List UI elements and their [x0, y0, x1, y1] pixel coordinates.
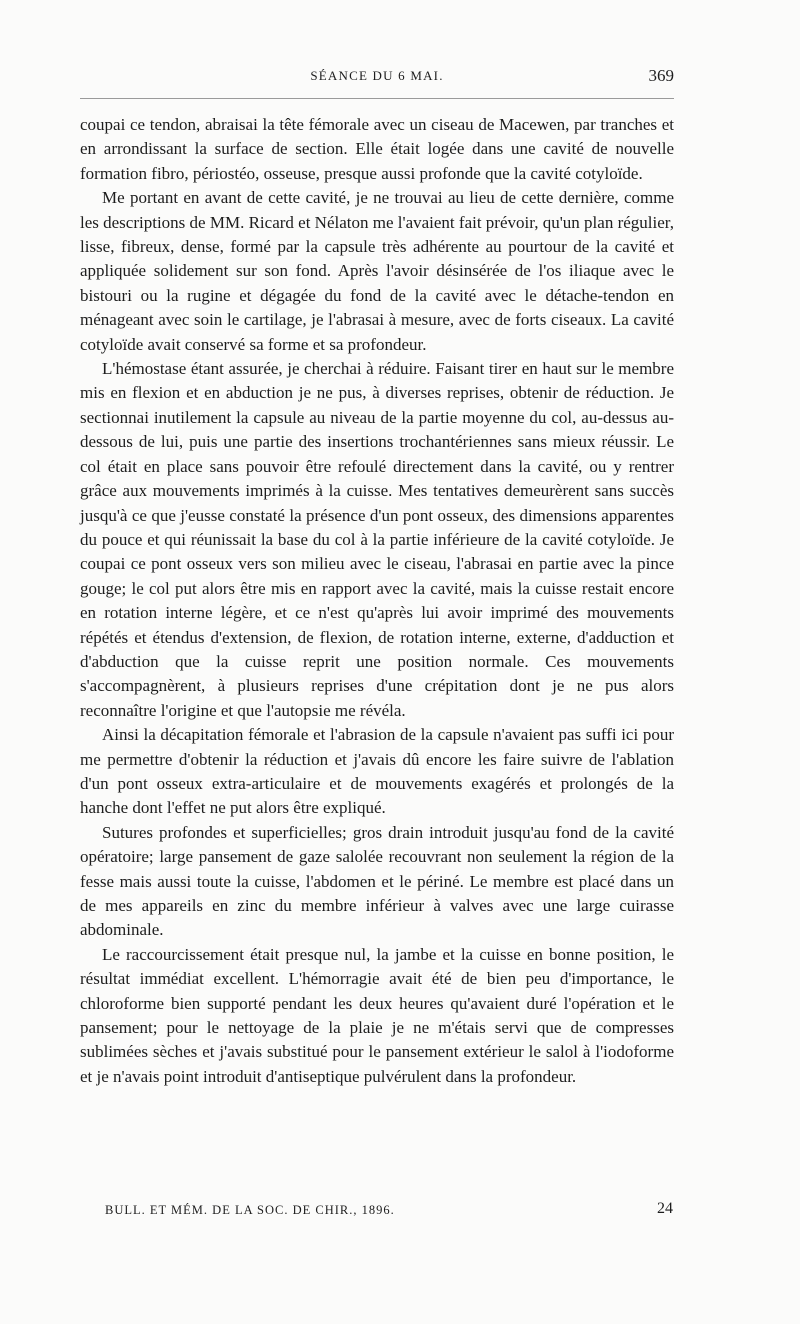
paragraph-5: Sutures profondes et superficielles; gros drain introduit jusqu'au fond de la cavité opératoire; large pansement de gaze salolée recouvrant non seulement la région de la fesse mais aussi toute la cuisse, l'abdomen et le périné. Le membre est placé dans un de mes appareils en zinc du membre inférieur à valves avec une large cuirasse abdominale.: [80, 822, 674, 940]
body-text: [80, 113, 674, 1089]
page-footer: [105, 1200, 673, 1222]
page-number: 369: [648, 66, 674, 85]
running-head: [80, 66, 674, 86]
paragraph-4: Ainsi la décapitation fémorale et l'abrasion de la capsule n'avaient pas suffi ici pour me permettre d'obtenir la réduction et j'avais dû encore les faire suivre de l'ablation d'un pont osseux extra-articulaire et de mouvements exagérés et prolongés de la hanche dont l'effet ne put alors être expliqué.: [80, 725, 674, 818]
running-title: SÉANCE DU 6 MAI.: [310, 68, 444, 83]
header-rule: [80, 98, 674, 99]
paragraph-1: coupai ce tendon, abraisai la tête fémorale avec un ciseau de Macewen, par tranches et en arrondissant la surface de section. Elle était logée dans une cavité de nouvelle formation fibro, périostéo, osseuse, presque aussi profonde que la cavité cotyloïde.: [80, 115, 674, 183]
paragraph-3: L'hémostase étant assurée, je cherchai à réduire. Faisant tirer en haut sur le membre mis en flexion et en abduction je ne pus, à diverses reprises, obtenir de réduction. Je sectionnai inutilement la capsule au niveau de la partie moyenne du col, au-dessus au-dessous de lui, puis une partie des insertions trochantériennes sans mieux réussir. Le col était en place sans pouvoir être refoulé directement dans la cavité, ou y rentrer grâce aux mouvements imprimés à la cuisse. Mes tentatives demeurèrent sans succès jusqu'à ce que j'eusse constaté la présence d'un pont osseux, des dimensions apparentes du pouce et qui réunissait la base du col à la partie inférieure de la cavité cotyloïde. Je coupai ce pont osseux vers son milieu avec le ciseau, l'abrasai en partie avec la pince gouge; le col put alors être mis en rapport avec la cavité, mais la cuisse restait encore en rotation interne légère, et ce n'est qu'après lui avoir imprimé des mouvements répétés et étendus d'extension, de flexion, de rotation interne, externe, d'adduction et d'abduction que la cuisse reprit une position normale. Ces mouvements s'accompagnèrent, à plusieurs reprises d'une crépitation dont je ne pus alors reconnaître l'origine et que l'autopsie me révéla.: [80, 359, 674, 720]
paragraph-2: Me portant en avant de cette cavité, je ne trouvai au lieu de cette dernière, comme les descriptions de MM. Ricard et Nélaton me l'avaient fait prévoir, qu'un plan régulier, lisse, fibreux, dense, formé par la capsule très adhérente au pourtour de la cavité et appliquée solidement sur son fond. Après l'avoir désinsérée de l'os iliaque avec le bistouri ou la rugine et dégagée du fond de la cavité avec le détache-tendon en ménageant avec soin le cartilage, je l'abrasai à mesure, avec de forts ciseaux. La cavité cotyloïde avait conservé sa forme et sa profondeur.: [80, 188, 674, 354]
footer-source: BULL. ET MÉM. DE LA SOC. DE CHIR., 1896.: [105, 1203, 395, 1217]
signature-mark: 24: [657, 1200, 673, 1217]
paragraph-6: Le raccourcissement était presque nul, la jambe et la cuisse en bonne position, le résultat immédiat excellent. L'hémorragie avait été de bien peu d'importance, le chloroforme bien supporté pendant les deux heures qu'avaient duré l'opération et le pansement; pour le nettoyage de la plaie je ne m'étais servi que de compresses sublimées sèches et j'avais substitué pour le pansement extérieur le salol à l'iodoforme et je n'avais point introduit d'antiseptique pulvérulent dans la profondeur.: [80, 944, 674, 1086]
